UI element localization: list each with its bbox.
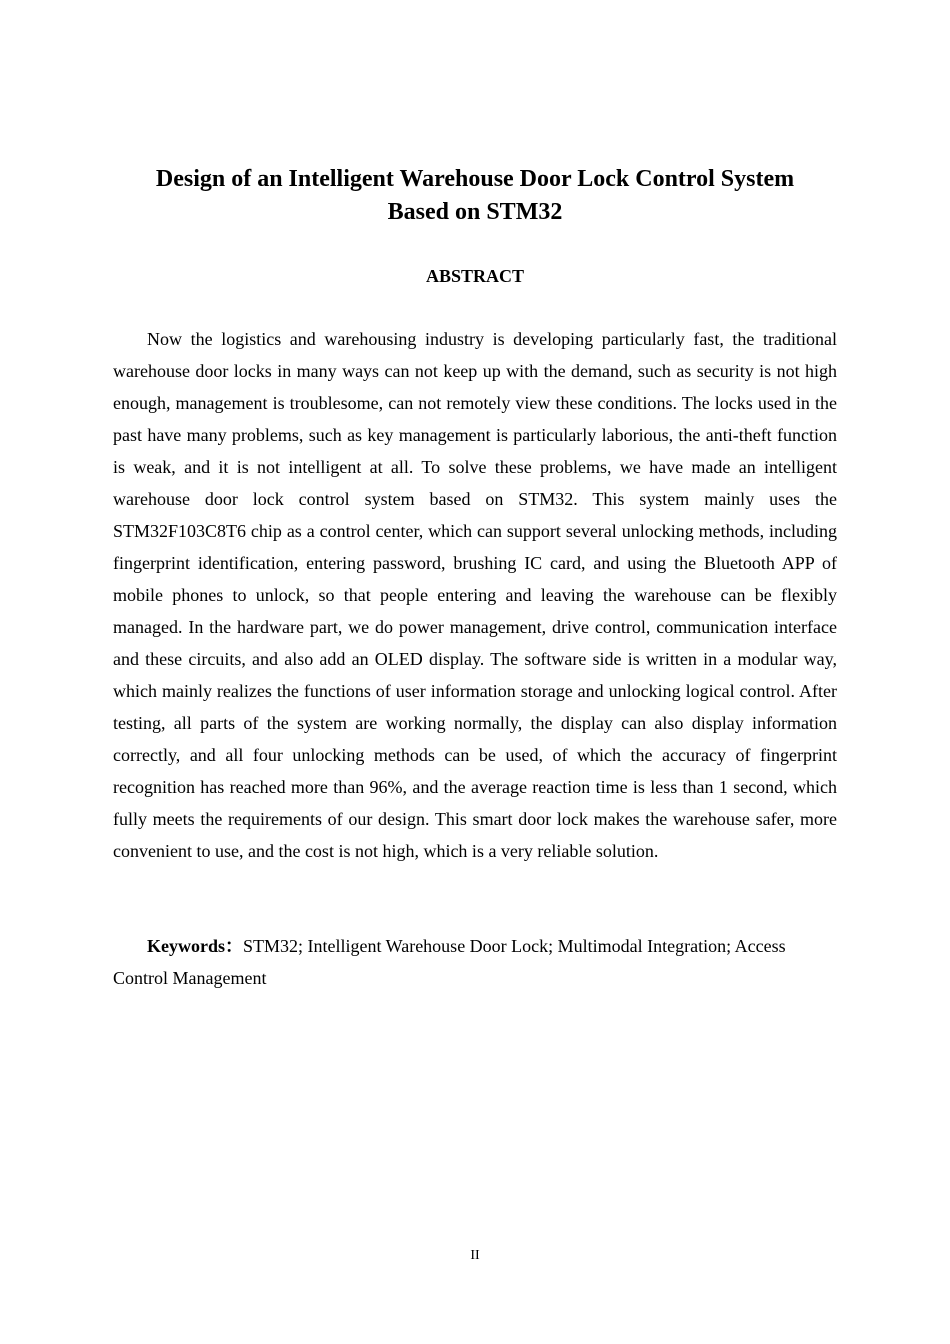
abstract-body: Now the logistics and warehousing industry is developing particularly fast, the traditional warehouse door locks in many ways can not keep up with the demand, such as security is not high enough, management is troublesome, can not remotely view these conditions. The locks used in the past have many problems, such as key management is particularly laborious, the anti-theft function is weak, and it is not intelligent at all. To solve these problems, we have made an intelligent warehouse door lock control system based on STM32. This system mainly uses the STM32F103C8T6 chip as a control center, which can support several unlocking methods, including fingerprint identification, entering password, brushing IC card, and using the Bluetooth APP of mobile phones to unlock, so that people entering and leaving the warehouse can be flexibly managed. In the hardware part, we do power management, drive control, communication interface and these circuits, and also add an OLED display. The software side is written in a modular way, which mainly realizes the functions of user information storage and unlocking logical control. After testing, all parts of the system are working normally, the display can also display information correctly, and all four unlocking methods can be used, of which the accuracy of fingerprint recognition has reached more than 96%, and the average reaction time is less than 1 second, which fully meets the requirements of our design. This smart door lock makes the warehouse safer, more convenient to use, and the cost is not high, which is a very reliable solution.	[113, 329, 837, 861]
paper-title	[110, 163, 840, 229]
keywords-label: Keywords：	[147, 936, 243, 956]
paper-title-line-2: Based on STM32	[387, 199, 563, 225]
abstract-heading: ABSTRACT	[425, 266, 525, 286]
keywords-paragraph	[113, 930, 837, 994]
page-number: II	[470, 1248, 480, 1263]
keywords-list: STM32; Intelligent Warehouse Door Lock; Multimodal Integration; Access Control Management	[113, 936, 786, 988]
paper-title-line-1: Design of an Intelligent Warehouse Door Lock Control System	[155, 166, 795, 192]
